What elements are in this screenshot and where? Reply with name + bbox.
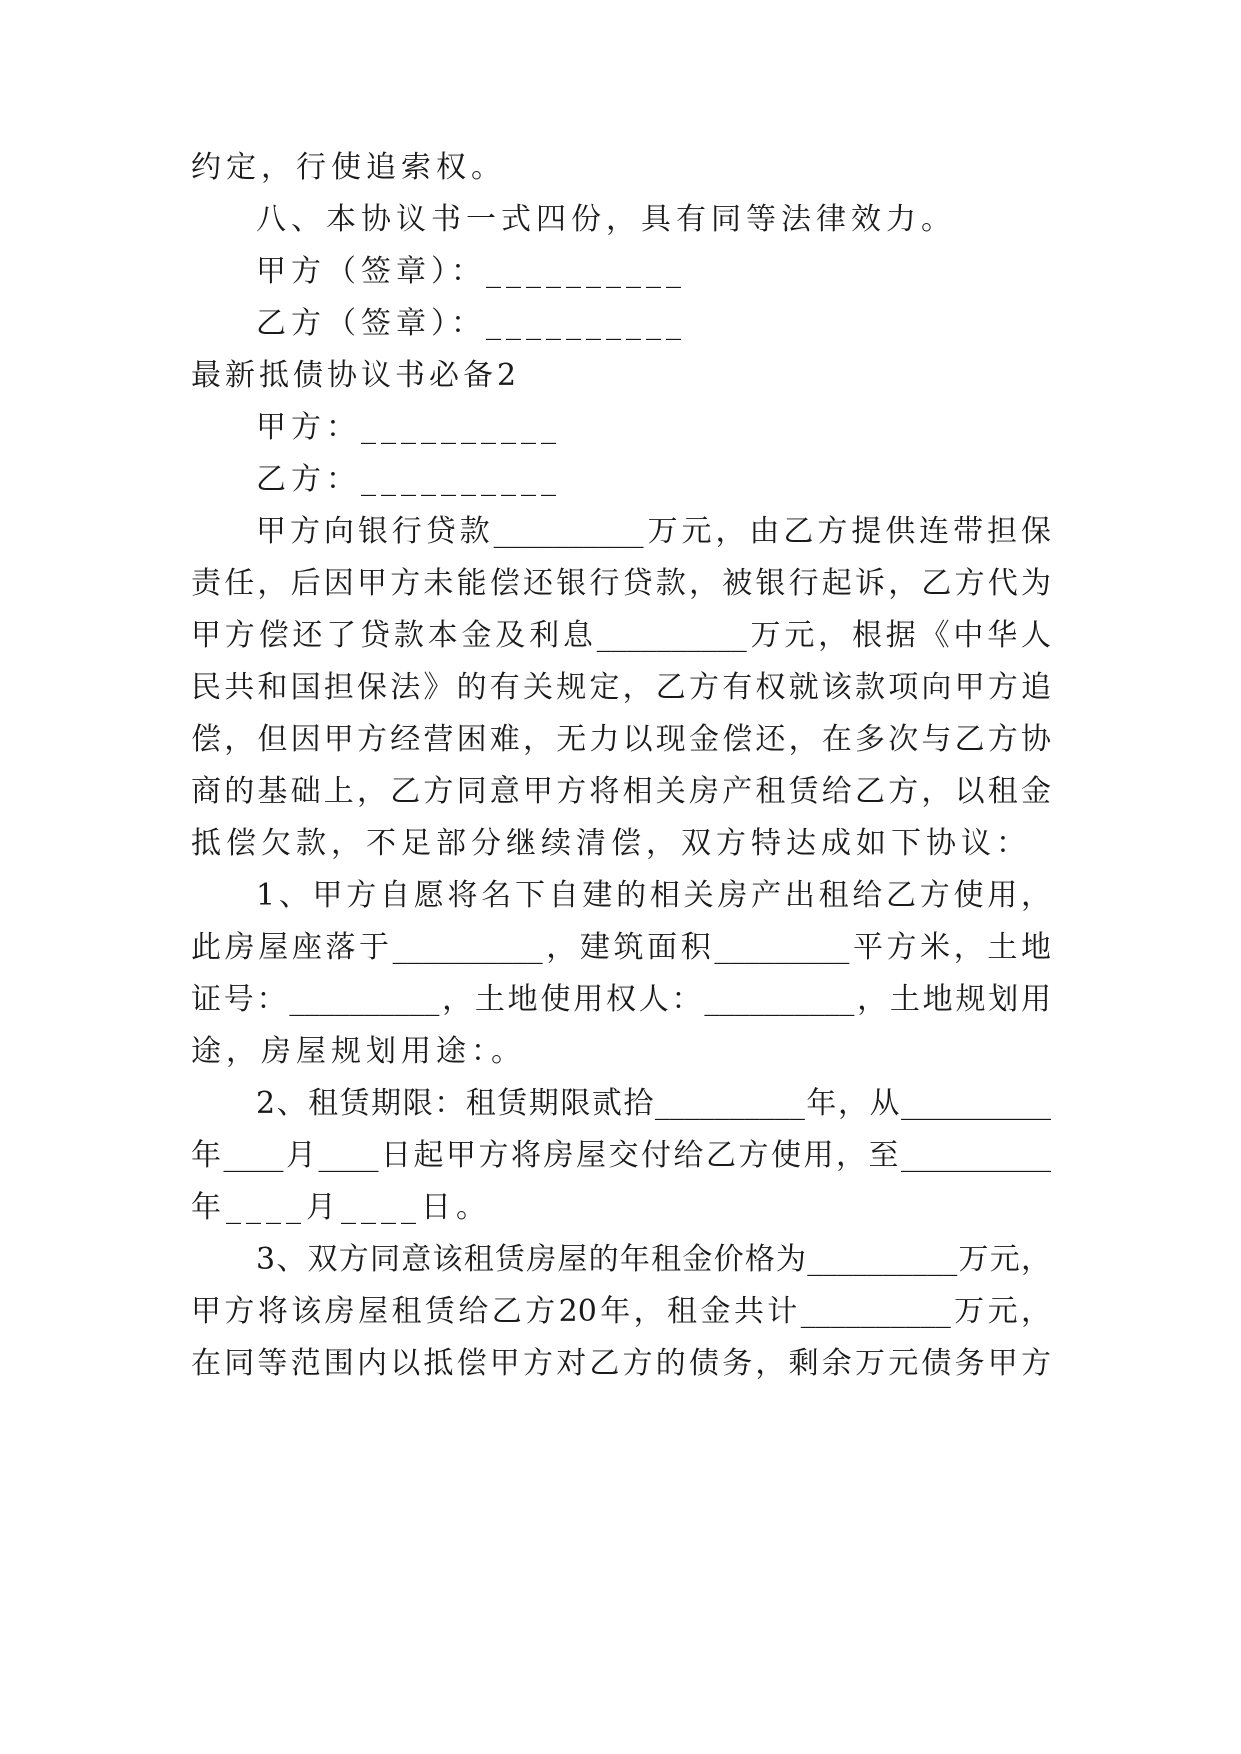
text-line: 在同等范围内以抵偿甲方对乙方的债务，剩余万元债务甲方 [191, 1346, 1051, 1381]
text-line: 年____月____日。 [191, 1190, 491, 1225]
text-line: 商的基础上，乙方同意甲方将相关房产租赁给乙方，以租金 [191, 774, 1051, 809]
text-line: 责任，后因甲方未能偿还银行贷款，被银行起诉，乙方代为 [191, 566, 1051, 601]
clause-3: 3、双方同意该租赁房屋的年租金价格为__________万元， [256, 1242, 1051, 1277]
text-line: 偿，但因甲方经营困难，无力以现金偿还，在多次与乙方协 [191, 722, 1051, 757]
text-line: 抵偿欠款，不足部分继续清偿，双方特达成如下协议： [191, 826, 1031, 861]
signature-line-party-a: 甲方（签章）：__________ [256, 254, 686, 289]
text-line: 甲方将该房屋租赁给乙方20年，租金共计__________万元， [191, 1294, 1051, 1329]
text-line: 八、本协议书一式四份，具有同等法律效力。 [256, 202, 956, 237]
party-a-line: 甲方：__________ [256, 410, 561, 445]
text-line: 民共和国担保法》的有关规定，乙方有权就该款项向甲方追 [191, 670, 1051, 705]
text-line: 此房屋座落于__________，建筑面积_________平方米，土地 [191, 930, 1051, 965]
party-b-line: 乙方：__________ [256, 462, 561, 497]
text-line: 甲方向银行贷款__________万元，由乙方提供连带担保 [256, 514, 1051, 549]
text-line: 甲方偿还了贷款本金及利息__________万元，根据《中华人 [191, 618, 1051, 653]
text-line: 年____月____日起甲方将房屋交付给乙方使用，至__________ [191, 1138, 1051, 1173]
clause-1: 1、甲方自愿将名下自建的相关房产出租给乙方使用， [256, 878, 1051, 913]
signature-line-party-b: 乙方（签章）：__________ [256, 306, 686, 341]
text-line: 途，房屋规划用途：。 [191, 1034, 526, 1069]
clause-2: 2、租赁期限：租赁期限贰拾__________年，从__________ [256, 1086, 1051, 1121]
text-line: 证号：__________，土地使用权人：__________，土地规划用 [191, 982, 1051, 1017]
section-heading: 最新抵债协议书必备2 [191, 358, 521, 393]
text-line: 约定，行使追索权。 [191, 150, 506, 185]
